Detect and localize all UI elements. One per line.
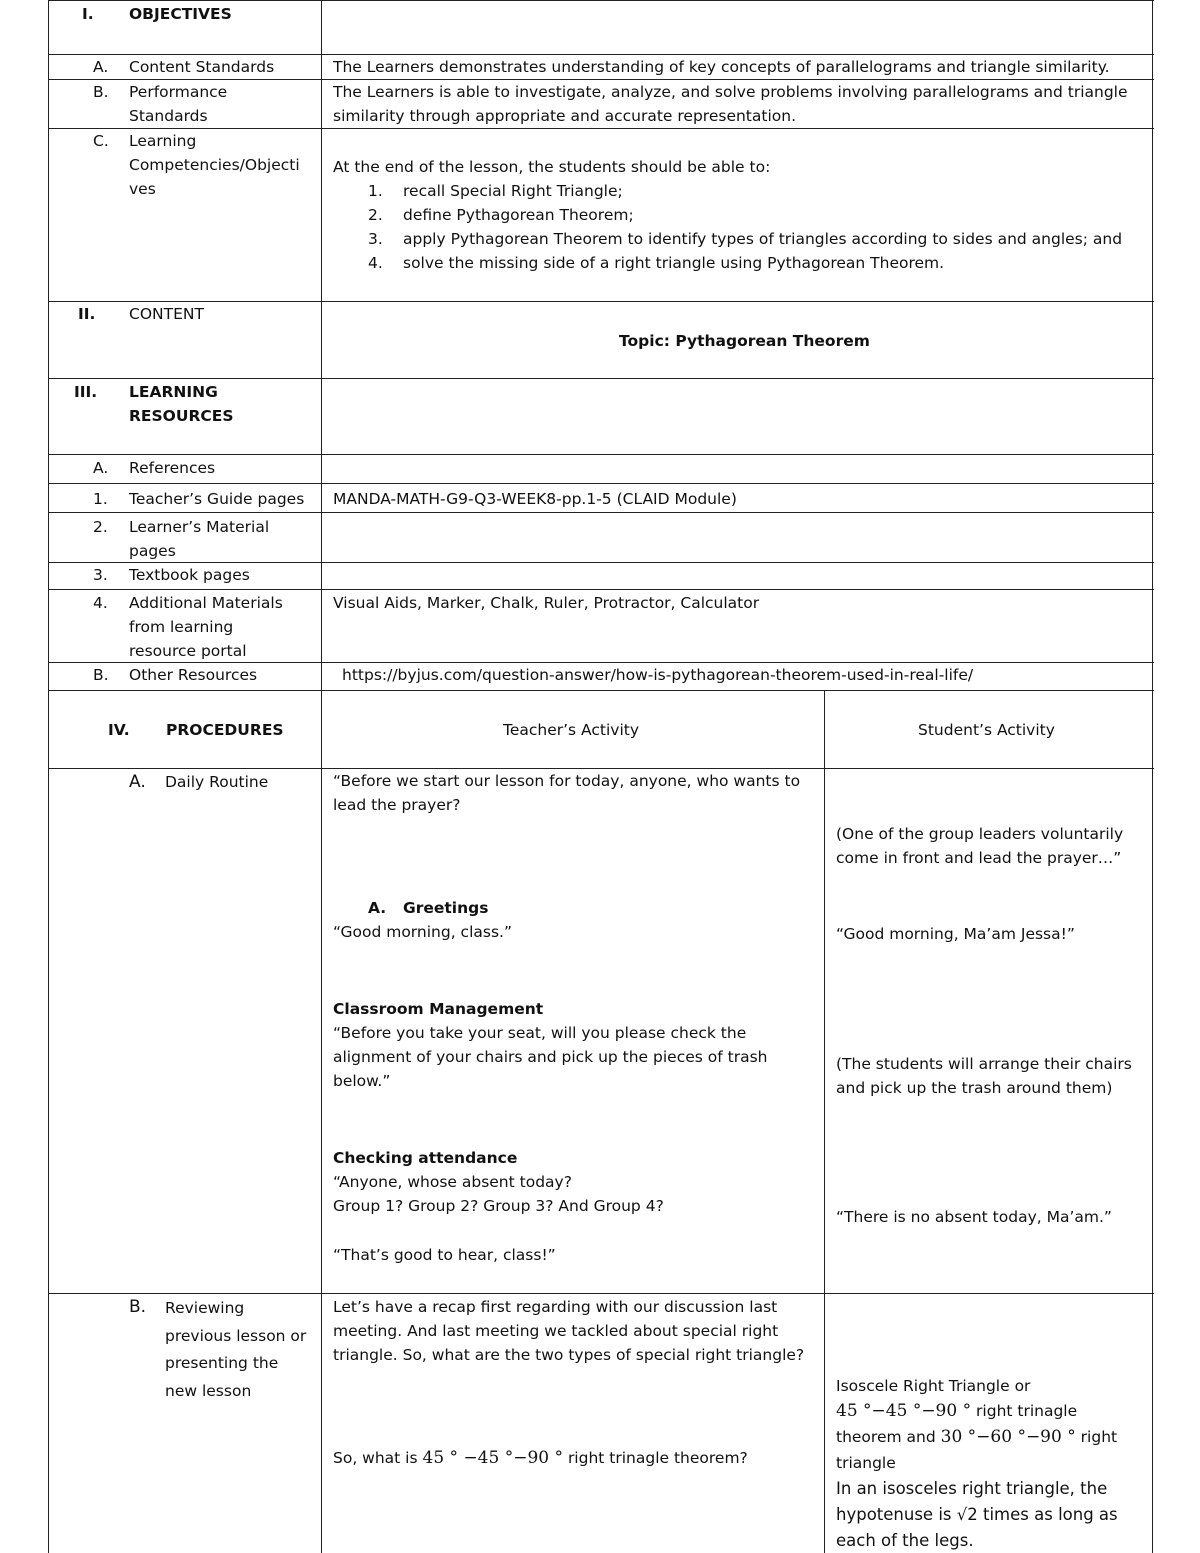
section-number: II.	[78, 305, 96, 323]
other-resources-link[interactable]: https://byjus.com/question-answer/how-is-pythagorean-theorem-used-in-real-life/	[342, 666, 974, 684]
section-title-resources: RESOURCES	[129, 407, 234, 425]
textbook-label: Textbook pages	[129, 566, 250, 584]
student-text: right trinagle	[976, 1402, 1078, 1420]
section-title-procedures: PROCEDURES	[166, 721, 284, 739]
student-text: In an isosceles right triangle, the	[836, 1479, 1108, 1498]
teacher-text: “Anyone, whose absent today?	[333, 1173, 572, 1191]
performance-standards-label: Performance	[129, 83, 228, 101]
angle-expression: 30 °−60 °−90 °	[940, 1427, 1076, 1447]
teacher-text: “That’s good to hear, class!”	[333, 1246, 556, 1264]
section-number: IV.	[108, 721, 130, 739]
list-item: recall Special Right Triangle;	[403, 182, 623, 200]
review-label: Reviewing	[165, 1299, 245, 1317]
student-activity-header: Student’s Activity	[918, 721, 1055, 739]
performance-standards-value: similarity through appropriate and accurate representation.	[333, 107, 796, 125]
student-text: triangle	[836, 1454, 896, 1472]
student-answer-line	[836, 1425, 1117, 1449]
row-number: 4.	[93, 594, 108, 612]
teacher-activity-header: Teacher’s Activity	[503, 721, 640, 739]
student-text: (The students will arrange their chairs	[836, 1055, 1132, 1073]
additional-materials-label: from learning	[129, 618, 234, 636]
teacher-text: “Before you take your seat, will you please check the	[333, 1024, 747, 1042]
review-label: previous lesson or	[165, 1327, 307, 1345]
teacher-text: meeting. And last meeting we tackled about special right	[333, 1322, 779, 1340]
student-text: each of the legs.	[836, 1531, 974, 1550]
row-letter: B.	[93, 666, 109, 684]
section-title-resources: LEARNING	[129, 383, 218, 401]
section-title-objectives: OBJECTIVES	[129, 5, 232, 23]
greetings-heading: Greetings	[403, 899, 489, 917]
teacher-text: alignment of your chairs and pick up the pieces of trash	[333, 1048, 768, 1066]
teacher-text: “Good morning, class.”	[333, 923, 512, 941]
competencies-intro: At the end of the lesson, the students should be able to:	[333, 158, 771, 176]
competencies-label: Learning	[129, 132, 197, 150]
checking-attendance-heading: Checking attendance	[333, 1149, 518, 1167]
teacher-question	[333, 1446, 748, 1470]
competencies-label: ves	[129, 180, 156, 198]
row-letter: B.	[93, 83, 109, 101]
subheading-letter: A.	[368, 899, 387, 917]
angle-expression: 45 ° −45 °−90 °	[422, 1448, 563, 1468]
learners-material-label: Learner’s Material	[129, 518, 270, 536]
row-number: 3.	[93, 566, 108, 584]
teacher-text: Let’s have a recap first regarding with our discussion last	[333, 1298, 778, 1316]
content-standards-label: Content Standards	[129, 58, 275, 76]
lesson-plan-table	[48, 0, 1154, 1553]
teacher-question-text: right trinagle theorem?	[567, 1449, 748, 1467]
additional-materials-label: resource portal	[129, 642, 247, 660]
student-text: hypotenuse is √2 times as long as	[836, 1505, 1118, 1524]
student-text: come in front and lead the prayer…”	[836, 849, 1122, 867]
review-label: presenting the	[165, 1354, 279, 1372]
performance-standards-value: The Learners is able to investigate, analyze, and solve problems involving parallelograms and triangle	[333, 83, 1128, 101]
list-item: solve the missing side of a right triangle using Pythagorean Theorem.	[403, 254, 945, 272]
teachers-guide-label: Teacher’s Guide pages	[129, 490, 305, 508]
competencies-label: Competencies/Objecti	[129, 156, 300, 174]
list-number: 2.	[368, 206, 383, 224]
performance-standards-label: Standards	[129, 107, 208, 125]
row-letter: A.	[93, 58, 109, 76]
list-number: 1.	[368, 182, 383, 200]
student-text: theorem and	[836, 1428, 936, 1446]
list-item: apply Pythagorean Theorem to identify types of triangles according to sides and angles; and	[403, 230, 1123, 248]
review-label: new lesson	[165, 1382, 252, 1400]
student-text: (One of the group leaders voluntarily	[836, 825, 1124, 843]
teacher-question-text: So, what is	[333, 1449, 418, 1467]
teachers-guide-value: MANDA-MATH-G9-Q3-WEEK8-pp.1-5 (CLAID Module)	[333, 490, 737, 508]
angle-expression: 45 °−45 °−90 °	[836, 1401, 972, 1421]
row-letter: A.	[129, 772, 146, 792]
other-resources-label: Other Resources	[129, 666, 258, 684]
row-letter: A.	[93, 459, 109, 477]
additional-materials-label: Additional Materials	[129, 594, 283, 612]
student-answer-line	[836, 1399, 1077, 1423]
references-label: References	[129, 459, 216, 477]
row-letter: C.	[93, 132, 109, 150]
student-text: and pick up the trash around them)	[836, 1079, 1113, 1097]
teacher-text: below.”	[333, 1072, 391, 1090]
daily-routine-label: Daily Routine	[165, 773, 269, 791]
row-number: 1.	[93, 490, 108, 508]
classroom-management-heading: Classroom Management	[333, 1000, 544, 1018]
list-number: 3.	[368, 230, 383, 248]
student-text: “Good morning, Ma’am Jessa!”	[836, 925, 1075, 943]
teacher-text: “Before we start our lesson for today, anyone, who wants to	[333, 772, 801, 790]
list-item: define Pythagorean Theorem;	[403, 206, 634, 224]
content-standards-value: The Learners demonstrates understanding of key concepts of parallelograms and triangle similarity.	[333, 58, 1110, 76]
topic-title: Topic: Pythagorean Theorem	[619, 332, 870, 350]
section-number: III.	[74, 383, 98, 401]
teacher-text: lead the prayer?	[333, 796, 461, 814]
list-number: 4.	[368, 254, 383, 272]
additional-materials-value: Visual Aids, Marker, Chalk, Ruler, Protractor, Calculator	[333, 594, 760, 612]
student-text: “There is no absent today, Ma’am.”	[836, 1208, 1112, 1226]
row-number: 2.	[93, 518, 108, 536]
teacher-text: Group 1? Group 2? Group 3? And Group 4?	[333, 1197, 664, 1215]
student-text: right	[1080, 1428, 1118, 1446]
learners-material-label: pages	[129, 542, 176, 560]
section-number: I.	[82, 5, 94, 23]
teacher-text: triangle. So, what are the two types of special right triangle?	[333, 1346, 805, 1364]
section-title-content: CONTENT	[129, 305, 204, 323]
row-letter: B.	[129, 1297, 147, 1317]
student-text: Isoscele Right Triangle or	[836, 1377, 1031, 1395]
